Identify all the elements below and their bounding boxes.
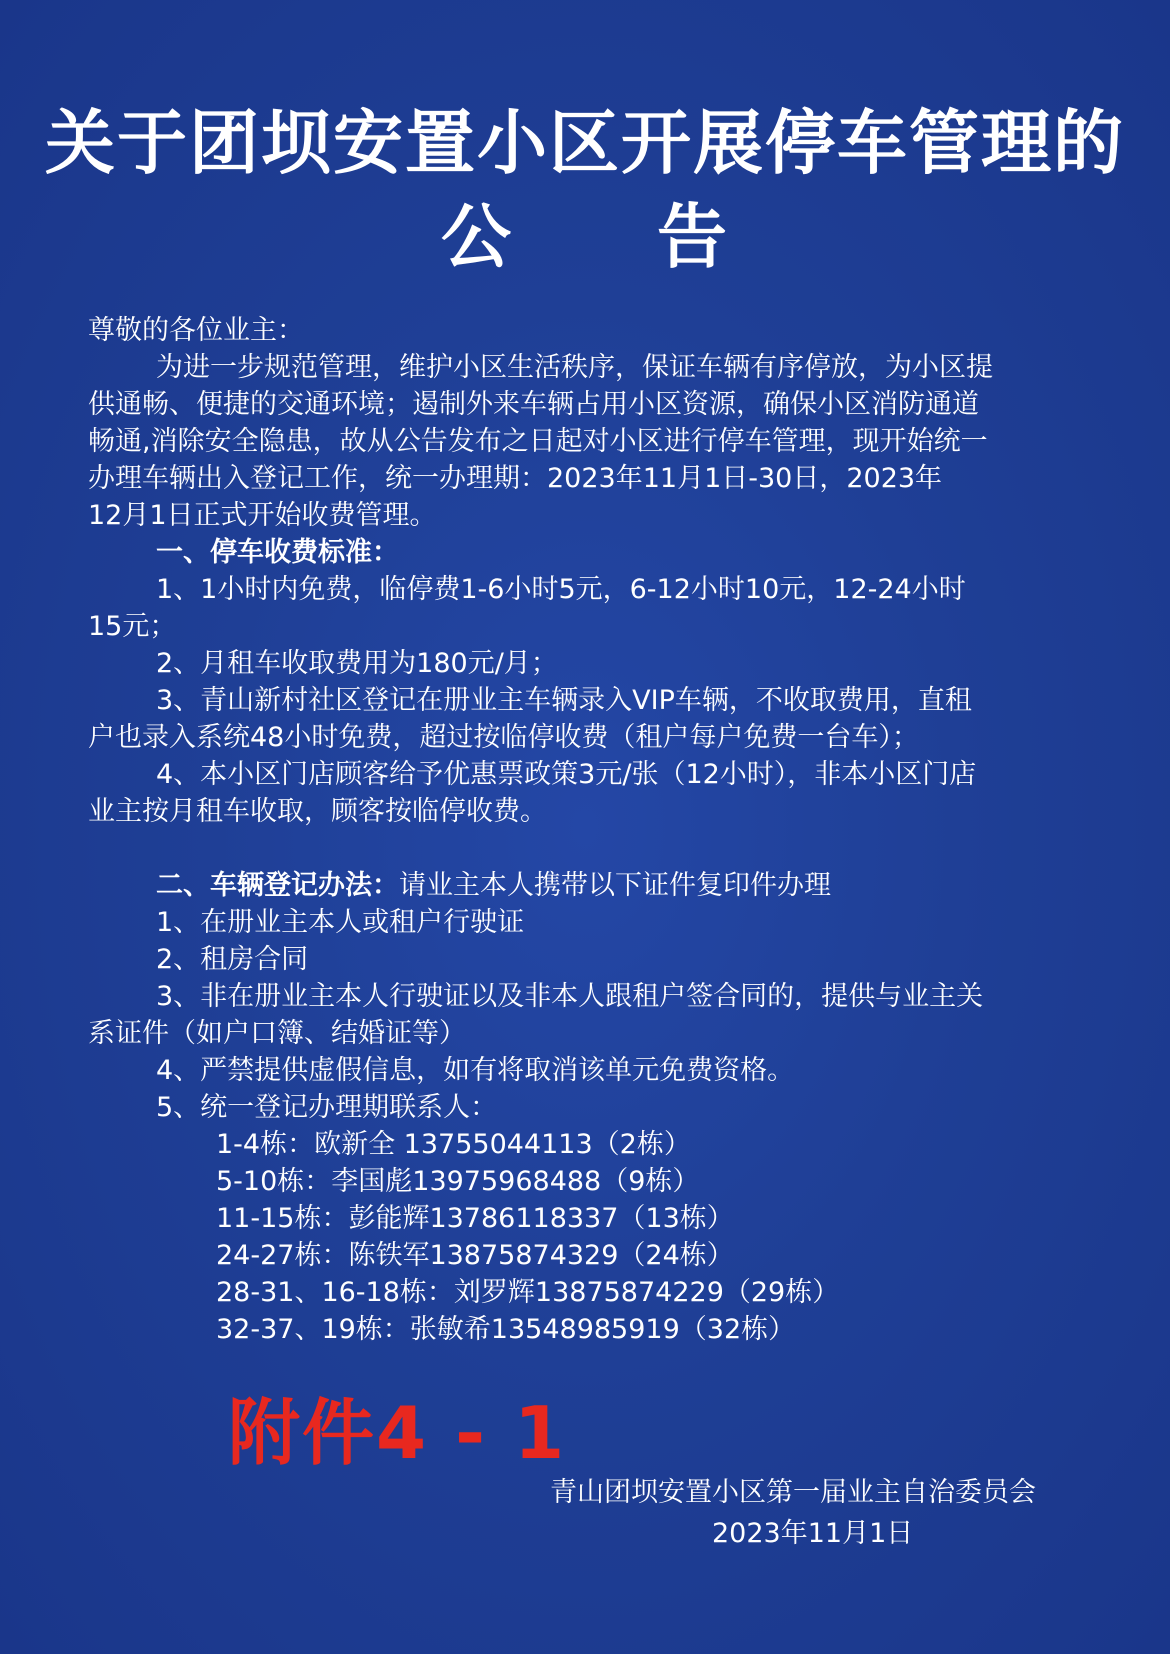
registration-line: 5、统一登记办理期联系人： xyxy=(156,1092,498,1123)
signature-block xyxy=(550,1472,1090,1554)
contact-line: 24-27栋：陈铁军13875874329（24栋） xyxy=(216,1240,734,1271)
section2-heading-row xyxy=(88,867,1098,904)
fee-rule-line: 2、月租车收取费用为180元/月； xyxy=(156,648,558,679)
registration-line: 1、在册业主本人或租户行驶证 xyxy=(156,907,525,938)
notice-title: 关于团坝安置小区开展停车管理的 xyxy=(45,102,1125,184)
registration-line: 3、非在册业主本人行驶证以及非本人跟租户签合同的，提供与业主关 xyxy=(156,981,984,1012)
greeting: 尊敬的各位业主： xyxy=(88,315,304,346)
fee-rule-line: 1、1小时内免费，临停费1-6小时5元，6-12小时10元，12-24小时 xyxy=(156,574,966,605)
fee-rule-line: 15元； xyxy=(88,611,177,642)
notice-title-subtitle: 公 告 xyxy=(441,196,729,278)
intro-line: 12月1日正式开始收费管理。 xyxy=(88,500,437,531)
section2-heading-suffix: 请业主本人携带以下证件复印件办理 xyxy=(399,870,831,901)
contact-line: 1-4栋：欧新全 13755044113（2栋） xyxy=(216,1129,691,1160)
registration-line: 2、租房合同 xyxy=(156,944,309,975)
signature-date: 2023年11月1日 xyxy=(712,1518,914,1549)
registration-line: 4、严禁提供虚假信息，如有将取消该单元免费资格。 xyxy=(156,1055,795,1086)
fee-rule-line: 户也录入系统48小时免费，超过按临停收费（租户每户免费一台车）； xyxy=(88,722,919,753)
intro-line: 畅通,消除安全隐患，故从公告发布之日起对小区进行停车管理，现开始统一 xyxy=(88,426,988,457)
contact-line: 11-15栋：彭能辉13786118337（13栋） xyxy=(216,1203,734,1234)
fee-rule-line: 4、本小区门店顾客给予优惠票政策3元/张（12小时），非本小区门店 xyxy=(156,759,977,790)
intro-line: 为进一步规范管理，维护小区生活秩序，保证车辆有序停放，为小区提 xyxy=(156,352,993,383)
fee-rule-line: 3、青山新村社区登记在册业主车辆录入VIP车辆，不收取费用，直租 xyxy=(156,685,972,716)
section1-heading: 一、停车收费标准： xyxy=(156,537,399,568)
intro-line: 供通畅、便捷的交通环境；遏制外来车辆占用小区资源，确保小区消防通道 xyxy=(88,389,979,420)
contact-line: 28-31、16-18栋：刘罗辉13875874229（29栋） xyxy=(216,1277,840,1308)
spacer xyxy=(88,830,1098,867)
contact-line: 32-37、19栋：张敏希13548985919（32栋） xyxy=(216,1314,796,1345)
registration-line: 系证件（如户口簿、结婚证等） xyxy=(88,1018,466,1049)
contact-line: 5-10栋：李国彪13975968488（9栋） xyxy=(216,1166,700,1197)
attachment-label: 附件4 - 1 xyxy=(228,1391,567,1475)
section2-heading: 二、车辆登记办法： xyxy=(156,870,399,901)
intro-line: 办理车辆出入登记工作，统一办理期：2023年11月1日-30日，2023年 xyxy=(88,463,943,494)
notice-body xyxy=(88,312,1098,1348)
fee-rule-line: 业主按月租车收取，顾客按临停收费。 xyxy=(88,796,547,827)
signature-org: 青山团坝安置小区第一届业主自治委员会 xyxy=(550,1477,1036,1508)
